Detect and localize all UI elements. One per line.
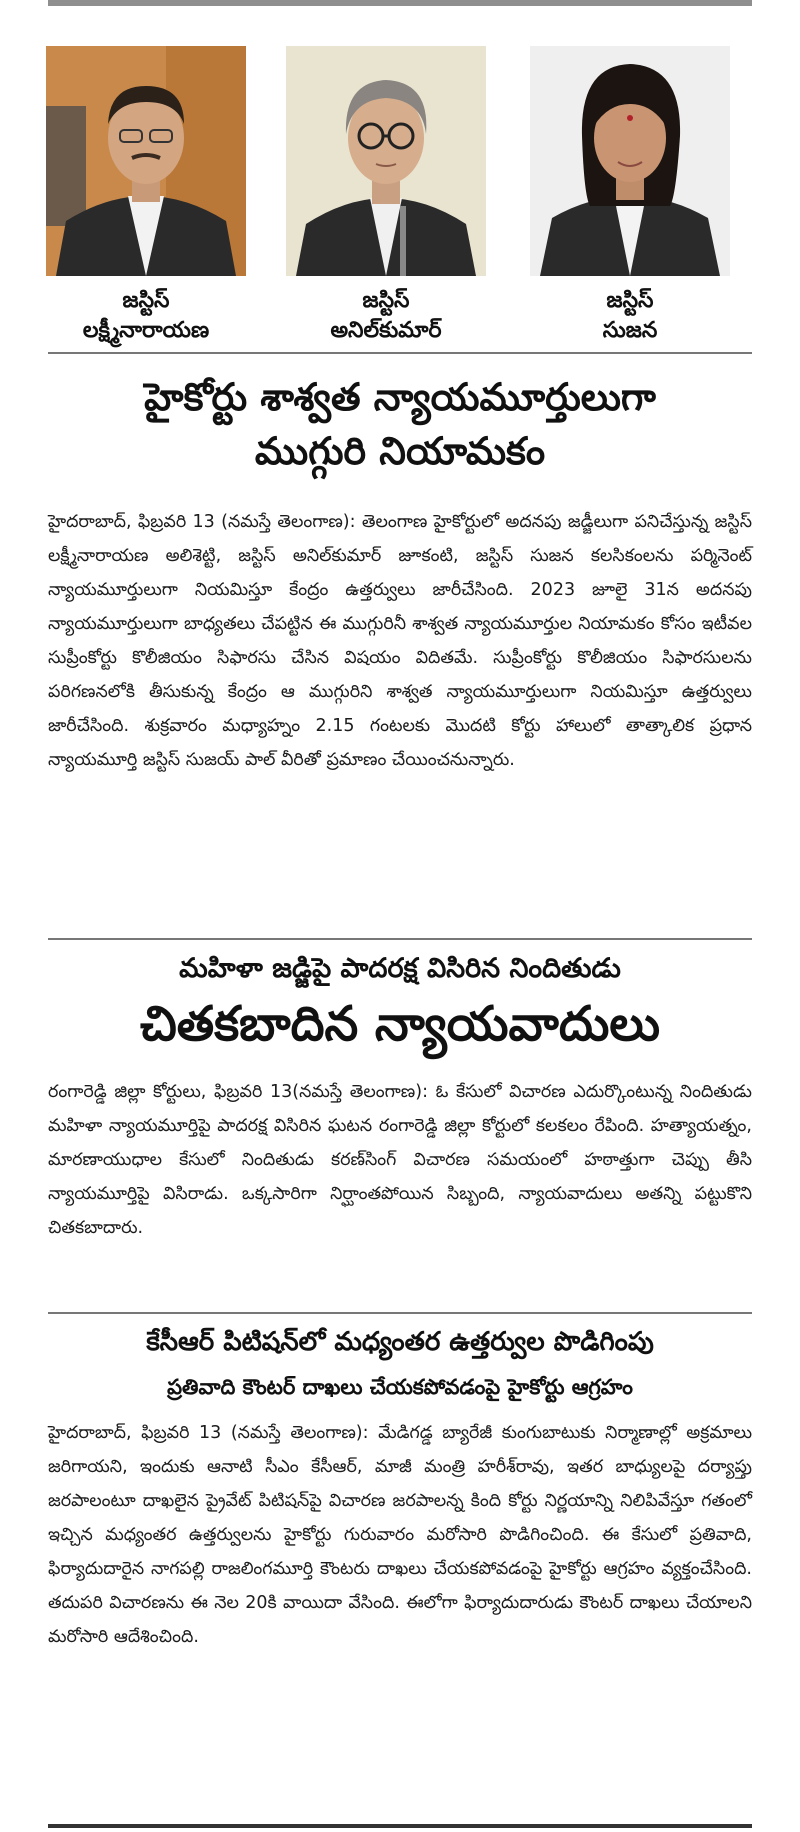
judge-photo [46,46,246,276]
judge-photos [46,46,758,356]
judge-name: లక్ష్మీనారాయణ [82,318,210,343]
article1-headline-line2: ముగ్గురి నియామకం [254,429,546,473]
article2-kicker: మహిళా జడ్జిపై పాదరక్ష విసిరిన నిందితుడు [179,953,621,984]
top-divider [48,0,752,6]
judge-sujana [530,46,730,346]
judge-name: అనిల్‌కుమార్ [330,318,442,343]
article2-headline: చితకబాదిన న్యాయవాదులు [140,996,660,1052]
section-divider [48,938,752,940]
judge-name: సుజన [602,318,658,343]
judge-title: జస్టిస్ [362,288,410,313]
judge-photo [530,46,730,276]
article1-headline-line1: హైకోర్టు శాశ్వత న్యాయమూర్తులుగా [144,375,656,419]
article3-headline: కేసీఆర్ పిటిషన్‌లో మధ్యంతర ఉత్తర్వుల పొడిగింపు [146,1327,654,1357]
judge-anilkumar [286,46,486,346]
article3-subheadline: ప్రతివాది కౌంటర్ దాఖలు చేయకపోవడంపై హైకోర్టు ఆగ్రహం [167,1375,633,1399]
article3-body: హైదరాబాద్, ఫిబ్రవరి 13 (నమస్తే తెలంగాణ): మేడిగడ్డ బ్యారేజీ కుంగుబాటుకు నిర్మాణాల్లో అక్రమాలు జరిగాయని, ఇందుకు ఆనాటి సీఎం కేసీఆర్, మాజీ మంత్రి హరీశ్‌రావు, ఇతర బాధ్యులపై దర్యాప్తు జరపాలంటూ దాఖలైన ప్రైవేట్ పిటిషన్‌పై విచారణ జరపాలన్న కింది కోర్టు నిర్ణయాన్ని నిలిపివేస్తూ గతంలో ఇచ్చిన మధ్యంతర ఉత్తర్వులను హైకోర్టు గురువారం మరోసారి పొడిగించింది. ఈ కేసులో ప్రతివాది, ఫిర్యాదుదారైన నాగపల్లి రాజలింగమూర్తి కౌంటరు దాఖలు చేయకపోవడంపై హైకోర్టు ఆగ్రహం వ్యక్తంచేసింది. తదుపరి విచారణను ఈ నెల 20కి వాయిదా వేసింది. ఈలోగా ఫిర్యాదుదారుడు కౌంటర్ దాఖలు చేయాలని మరోసారి ఆదేశించింది. [48,1423,752,1647]
judge-title: జస్టిస్ [122,288,170,313]
bottom-divider [48,1824,752,1828]
section-divider [48,1312,752,1314]
judge-title: జస్టిస్ [606,288,654,313]
judge-lakshminarayana [46,46,246,346]
section-divider [48,352,752,354]
article1-body: హైదరాబాద్, ఫిబ్రవరి 13 (నమస్తే తెలంగాణ): తెలంగాణ హైకోర్టులో అదనపు జడ్జీలుగా పనిచేస్తున్న జస్టిస్ లక్ష్మీనారాయణ అలిశెట్టి, జస్టిస్ అనిల్‌కుమార్ జూకంటి, జస్టిస్ సుజన కలసికంలను పర్మినెంట్ న్యాయమూర్తులుగా నియమిస్తూ కేంద్రం ఉత్తర్వులు జారీచేసింది. 2023 జూలై 31న అదనపు న్యాయమూర్తులుగా బాధ్యతలు చేపట్టిన ఈ ముగ్గురినీ శాశ్వత న్యాయమూర్తుల నియామకం కోసం ఇటీవల సుప్రీంకోర్టు కొలీజియం సిఫారసు చేసిన విషయం విదితమే. సుప్రీంకోర్టు కొలీజియం సిఫారసులను పరిగణనలోకి తీసుకున్న కేంద్రం ఆ ముగ్గురిని శాశ్వత న్యాయమూర్తులుగా నియమిస్తూ ఉత్తర్వులు జారీచేసింది. శుక్రవారం మధ్యాహ్నం 2.15 గంటలకు మొదటి కోర్టు హాలులో తాత్కాలిక ప్రధాన న్యాయమూర్తి జస్టిస్ సుజయ్ పాల్ వీరితో ప్రమాణం చేయించనున్నారు. [48,512,752,770]
article2-body: రంగారెడ్డి జిల్లా కోర్టులు, ఫిబ్రవరి 13(నమస్తే తెలంగాణ): ఓ కేసులో విచారణ ఎదుర్కొంటున్న నిందితుడు మహిళా న్యాయమూర్తిపై పాదరక్ష విసిరిన ఘటన రంగారెడ్డి జిల్లా కోర్టులో కలకలం రేపింది. హత్యాయత్నం, మారణాయుధాల కేసులో నిందితుడు కరణ్‌సింగ్ విచారణ సమయంలో హఠాత్తుగా చెప్పు తీసి న్యాయమూర్తిపై విసిరాడు. ఒక్కసారిగా నిర్ఘాంతపోయిన సిబ్బంది, న్యాయవాదులు అతన్ని పట్టుకొని చితకబాదారు. [48,1082,752,1238]
judge-photo [286,46,486,276]
